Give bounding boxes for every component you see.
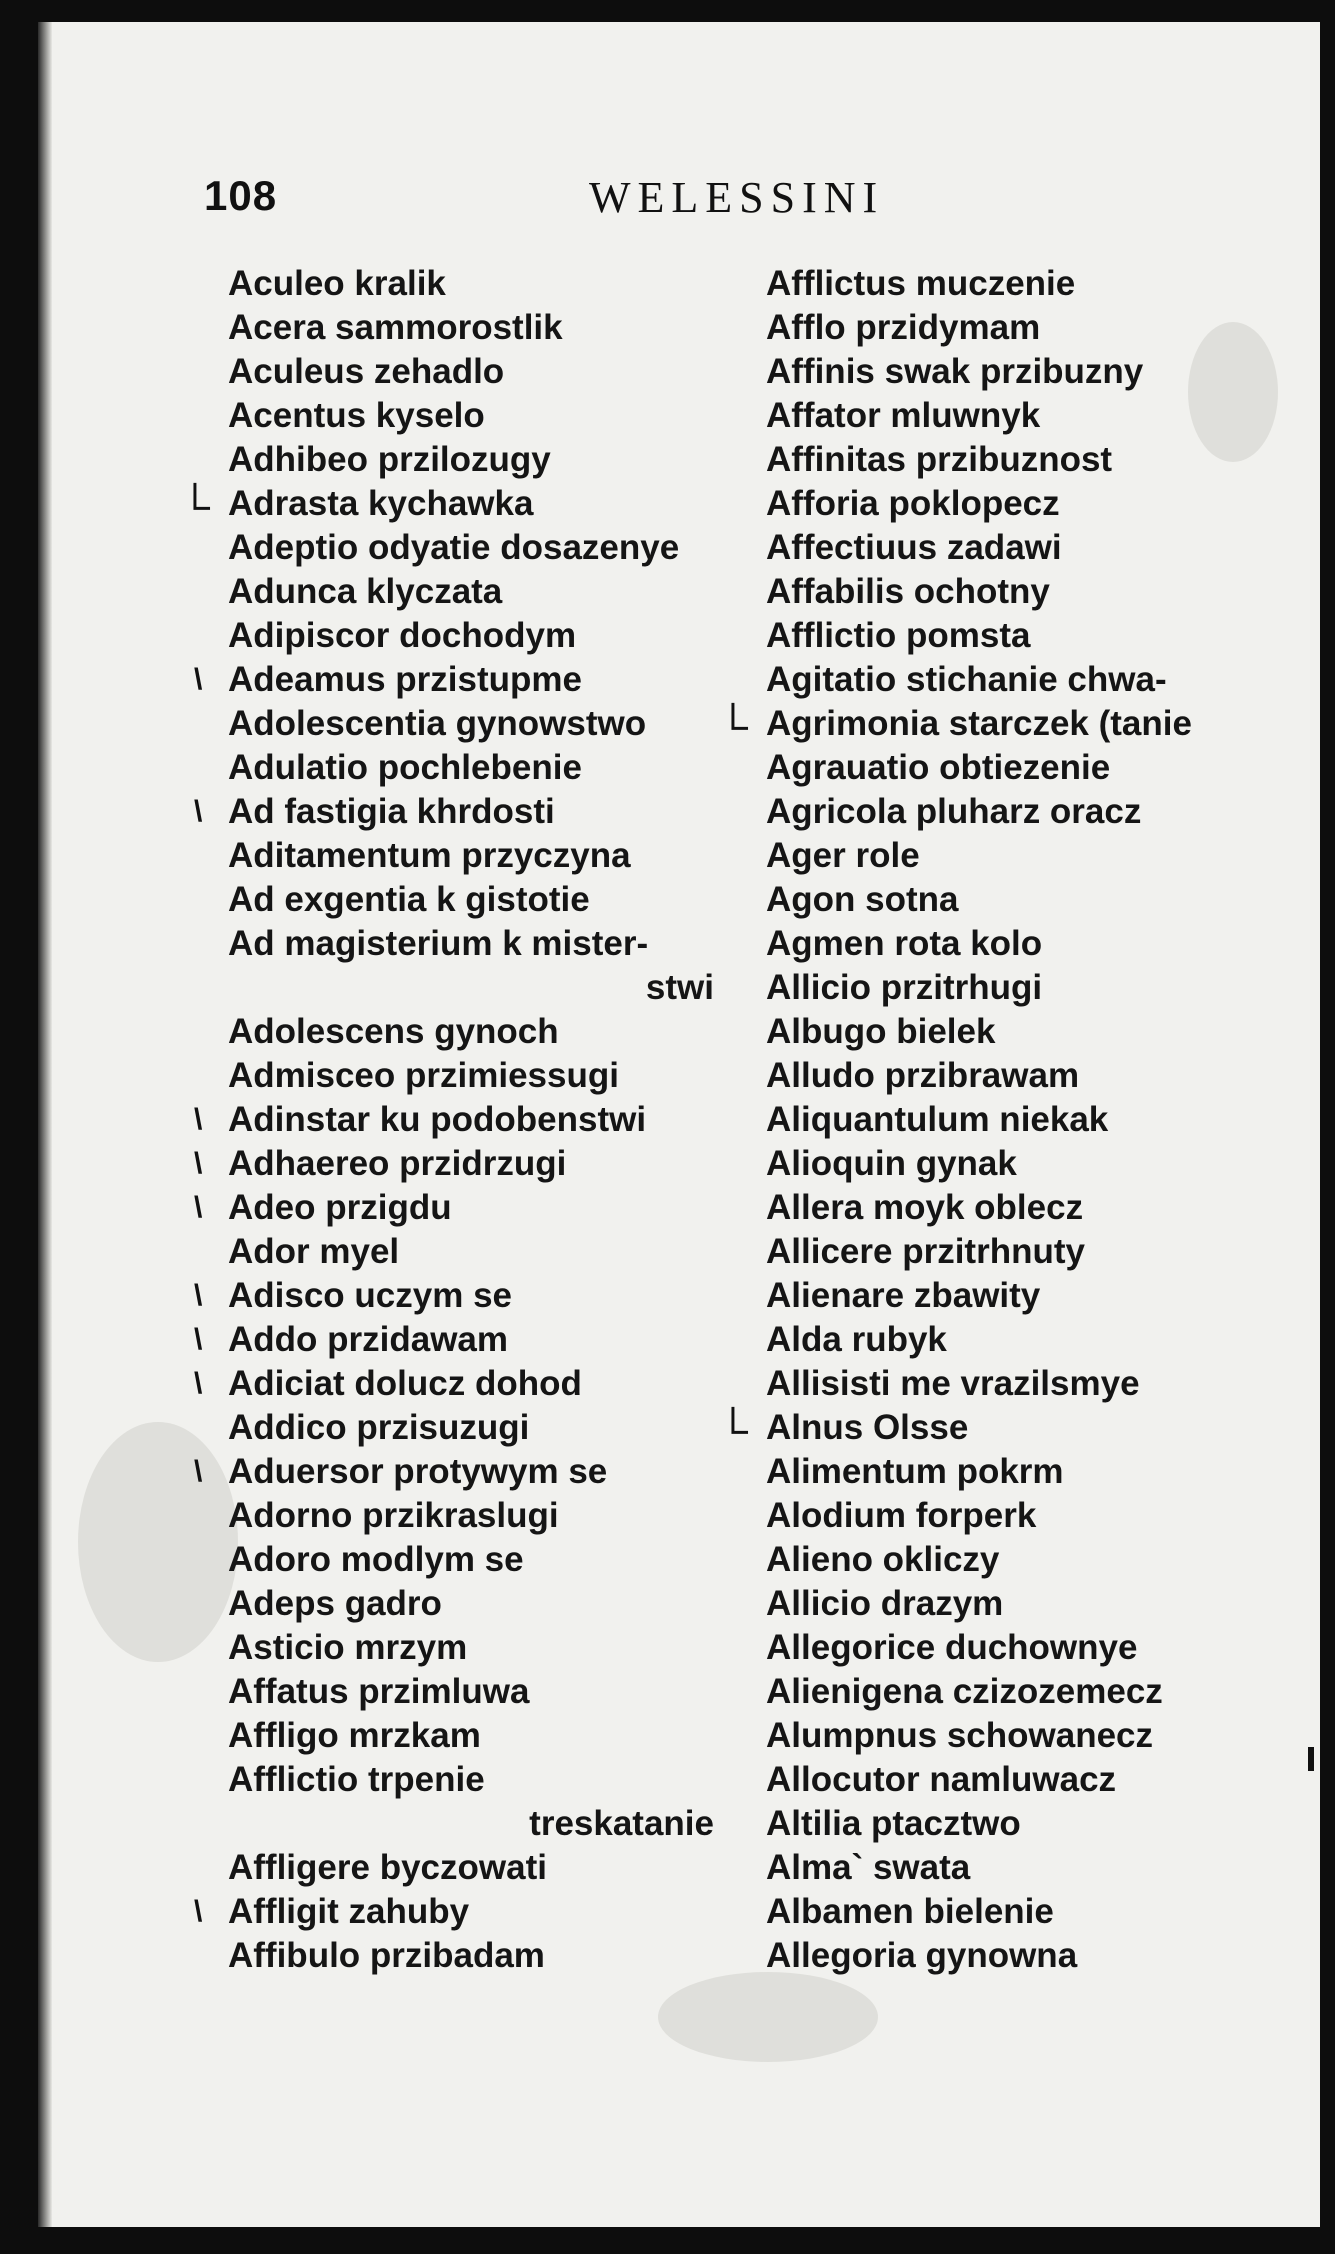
dictionary-entry <box>194 1274 738 1318</box>
entry-text: Afflo przidymam <box>766 308 1041 347</box>
entry-text: Alda rubyk <box>766 1320 947 1359</box>
entry-text: Allocutor namluwacz <box>766 1760 1117 1799</box>
entry-text: Aliquantulum niekak <box>766 1100 1109 1139</box>
entry-text: Alma` swata <box>766 1848 971 1887</box>
dictionary-entry <box>228 438 738 482</box>
dictionary-entry <box>766 526 1286 570</box>
entry-text: Affectiuus zadawi <box>766 528 1062 567</box>
dictionary-entry <box>228 1494 738 1538</box>
entry-text: Alimentum pokrm <box>766 1452 1064 1491</box>
entry-text: Ager role <box>766 836 920 875</box>
edge-mark <box>1308 1747 1314 1771</box>
margin-hook-mark: └ <box>180 483 210 530</box>
dictionary-entry <box>180 482 738 530</box>
entry-text: Alioquin gynak <box>766 1144 1017 1183</box>
dictionary-entry <box>766 1934 1286 1978</box>
dictionary-entry <box>766 614 1286 658</box>
entry-text: Ad fastigia khrdosti <box>228 792 555 831</box>
margin-tick-mark: \ <box>194 1455 203 1488</box>
dictionary-entry <box>228 1406 738 1450</box>
dictionary-entry <box>228 1054 738 1098</box>
dictionary-entry <box>228 394 738 438</box>
dictionary-entry <box>228 350 738 394</box>
dictionary-entry <box>766 878 1286 922</box>
dictionary-entry <box>766 1538 1286 1582</box>
entry-text: Alienare zbawity <box>766 1276 1041 1315</box>
margin-hook-mark: └ <box>718 1407 748 1454</box>
dictionary-entry <box>228 306 738 350</box>
entry-text: Affinitas przibuznost <box>766 440 1113 479</box>
dictionary-entry <box>766 834 1286 878</box>
entry-text: Aculeus zehadlo <box>228 352 505 391</box>
entry-text: Adeps gadro <box>228 1584 442 1623</box>
entry-text: Aduersor protywym se <box>228 1452 608 1491</box>
dictionary-entry <box>228 702 738 746</box>
entry-text: Afforia poklopecz <box>766 484 1060 523</box>
entry-text: Allicere przitrhnuty <box>766 1232 1085 1271</box>
dictionary-entry <box>228 614 738 658</box>
running-head <box>204 172 924 232</box>
entry-text: Adrasta kychawka <box>228 484 534 523</box>
book-page <box>38 22 1320 2227</box>
dictionary-entry <box>228 1758 738 1802</box>
entry-text: Adoro modlym se <box>228 1540 524 1579</box>
dictionary-entry <box>766 746 1286 790</box>
dictionary-entry <box>766 1626 1286 1670</box>
dictionary-entry <box>766 1318 1286 1362</box>
dictionary-entry-continuation <box>228 1802 738 1846</box>
entry-text: Agrauatio obtiezenie <box>766 748 1111 787</box>
dictionary-entry <box>194 1098 738 1142</box>
entry-text: Albugo bielek <box>766 1012 996 1051</box>
entry-text: Adulatio pochlebenie <box>228 748 582 787</box>
entry-text: Adhibeo przilozugy <box>228 440 551 479</box>
dictionary-entry <box>766 1010 1286 1054</box>
entry-text: Allegoria gynowna <box>766 1936 1078 1975</box>
dictionary-entry <box>228 1934 738 1978</box>
entry-text: Affatus przimluwa <box>228 1672 530 1711</box>
dictionary-entry <box>766 394 1286 438</box>
dictionary-entry <box>766 1186 1286 1230</box>
entry-text: Aditamentum przyczyna <box>228 836 631 875</box>
dictionary-entry <box>228 262 738 306</box>
dictionary-entry <box>766 658 1286 702</box>
entry-text: Alludo przibrawam <box>766 1056 1080 1095</box>
margin-tick-mark: \ <box>194 663 203 696</box>
dictionary-entry <box>766 1758 1286 1802</box>
margin-tick-mark: \ <box>194 1323 203 1356</box>
dictionary-entry <box>718 702 1286 750</box>
dictionary-entry <box>228 746 738 790</box>
right-column <box>718 262 1286 1978</box>
dictionary-entry <box>766 1054 1286 1098</box>
dictionary-entry <box>766 262 1286 306</box>
entry-text: Ador myel <box>228 1232 400 1271</box>
entry-text: Afflictio trpenie <box>228 1760 485 1799</box>
margin-tick-mark: \ <box>194 795 203 828</box>
dictionary-entry <box>228 1010 738 1054</box>
entry-text: Alienigena czizozemecz <box>766 1672 1163 1711</box>
dictionary-entry <box>766 1362 1286 1406</box>
entry-text: Alodium forperk <box>766 1496 1037 1535</box>
entry-text: Alnus Olsse <box>766 1408 969 1447</box>
dictionary-entry <box>718 1406 1286 1454</box>
dictionary-entry <box>766 1098 1286 1142</box>
entry-text: Asticio mrzym <box>228 1628 468 1667</box>
entry-text: Allegorice duchownye <box>766 1628 1138 1667</box>
entry-text: Alumpnus schowanecz <box>766 1716 1154 1755</box>
entry-text: Adorno przikraslugi <box>228 1496 559 1535</box>
entry-text: Altilia ptacztwo <box>766 1804 1021 1843</box>
dictionary-entry <box>228 1714 738 1758</box>
paper-stain <box>78 1422 238 1662</box>
dictionary-entry <box>194 1186 738 1230</box>
entry-text: Affinis swak przibuzny <box>766 352 1144 391</box>
entry-text: Ad exgentia k gistotie <box>228 880 590 919</box>
dictionary-entry <box>766 1846 1286 1890</box>
entry-text: Adisco uczym se <box>228 1276 512 1315</box>
entry-text: Afflictus muczenie <box>766 264 1076 303</box>
entry-text: Affator mluwnyk <box>766 396 1041 435</box>
entry-text: Acera sammorostlik <box>228 308 563 347</box>
dictionary-entry <box>766 438 1286 482</box>
entry-text: Adolescens gynoch <box>228 1012 559 1051</box>
dictionary-entry <box>766 1670 1286 1714</box>
entry-text: Acentus kyselo <box>228 396 485 435</box>
entry-text: stwi <box>645 968 714 1007</box>
entry-text: Affligit zahuby <box>228 1892 470 1931</box>
dictionary-entry <box>766 1142 1286 1186</box>
entry-text: Addico przisuzugi <box>228 1408 530 1447</box>
dictionary-entry <box>194 1450 738 1494</box>
entry-text: Admisceo przimiessugi <box>228 1056 619 1095</box>
entry-text: treskatanie <box>529 1804 714 1843</box>
dictionary-entry <box>228 1670 738 1714</box>
entry-text: Adiciat dolucz dohod <box>228 1364 582 1403</box>
dictionary-entry <box>766 482 1286 526</box>
dictionary-entry <box>228 570 738 614</box>
dictionary-entry <box>766 1714 1286 1758</box>
dictionary-entry <box>766 1274 1286 1318</box>
entry-text: Adeamus przistupme <box>228 660 582 699</box>
margin-tick-mark: \ <box>194 1279 203 1312</box>
dictionary-entry <box>228 834 738 878</box>
entry-text: Adipiscor dochodym <box>228 616 577 655</box>
entry-text: Allicio przitrhugi <box>766 968 1043 1007</box>
entry-text: Adinstar ku podobenstwi <box>228 1100 647 1139</box>
entry-text: Agitatio stichanie chwa- <box>766 660 1167 699</box>
running-title: WELESSINI <box>589 173 885 222</box>
entry-text: Alieno okliczy <box>766 1540 1000 1579</box>
entry-text: Agrimonia starczek (tanie <box>766 704 1192 743</box>
entry-text: Affligere byczowati <box>228 1848 547 1887</box>
entry-text: Adunca klyczata <box>228 572 503 611</box>
paper-stain <box>658 1972 878 2062</box>
dictionary-entry <box>194 790 738 834</box>
dictionary-entry <box>194 1142 738 1186</box>
dictionary-entry <box>766 1230 1286 1274</box>
dictionary-entry <box>228 1626 738 1670</box>
entry-text: Agmen rota kolo <box>766 924 1043 963</box>
entry-text: Allicio drazym <box>766 1584 1004 1623</box>
entry-text: Affabilis ochotny <box>766 572 1050 611</box>
entry-text: Agon sotna <box>766 880 959 919</box>
dictionary-entry <box>228 878 738 922</box>
left-column <box>180 262 738 1978</box>
margin-tick-mark: \ <box>194 1367 203 1400</box>
entry-text: Adolescentia gynowstwo <box>228 704 647 743</box>
dictionary-entry <box>766 922 1286 966</box>
dictionary-entry-continuation <box>228 966 738 1010</box>
dictionary-entry <box>194 1318 738 1362</box>
margin-tick-mark: \ <box>194 1103 203 1136</box>
dictionary-entry <box>766 1450 1286 1494</box>
entry-text: Adeo przigdu <box>228 1188 452 1227</box>
page-spine-shadow <box>38 22 52 2227</box>
dictionary-entry <box>766 1890 1286 1934</box>
dictionary-entry <box>766 790 1286 834</box>
dictionary-entry <box>766 350 1286 394</box>
entry-text: Allisisti me vrazilsmye <box>766 1364 1140 1403</box>
entry-text: Aculeo kralik <box>228 264 446 303</box>
dictionary-entry <box>766 1582 1286 1626</box>
margin-hook-mark: └ <box>718 703 748 750</box>
dictionary-entry <box>228 1230 738 1274</box>
entry-text: Adeptio odyatie dosazenye <box>228 528 680 567</box>
dictionary-entry <box>766 966 1286 1010</box>
entry-text: Affibulo przibadam <box>228 1936 545 1975</box>
dictionary-entry <box>766 1802 1286 1846</box>
dictionary-entry <box>194 1890 738 1934</box>
dictionary-entry <box>194 658 738 702</box>
dictionary-entry <box>766 570 1286 614</box>
dictionary-entry <box>228 1582 738 1626</box>
dictionary-entry <box>766 1494 1286 1538</box>
entry-text: Allera moyk oblecz <box>766 1188 1084 1227</box>
entry-text: Agricola pluharz oracz <box>766 792 1142 831</box>
entry-text: Affligo mrzkam <box>228 1716 481 1755</box>
dictionary-entry <box>228 922 738 966</box>
entry-text: Adhaereo przidrzugi <box>228 1144 567 1183</box>
dictionary-entry <box>766 306 1286 350</box>
entry-text: Addo przidawam <box>228 1320 509 1359</box>
dictionary-entry <box>228 1538 738 1582</box>
entry-text: Afflictio pomsta <box>766 616 1031 655</box>
margin-tick-mark: \ <box>194 1895 203 1928</box>
dictionary-entry <box>228 1846 738 1890</box>
margin-tick-mark: \ <box>194 1191 203 1224</box>
page-number: 108 <box>204 172 278 219</box>
entry-text: Albamen bielenie <box>766 1892 1054 1931</box>
dictionary-entry <box>194 1362 738 1406</box>
margin-tick-mark: \ <box>194 1147 203 1180</box>
entry-text: Ad magisterium k mister- <box>228 924 649 963</box>
dictionary-entry <box>228 526 738 570</box>
